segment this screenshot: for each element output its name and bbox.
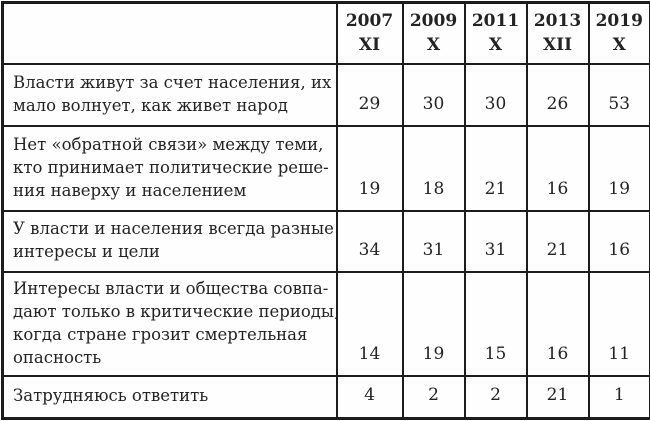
poll-results-table (1, 1, 650, 420)
value-cell: 53 (589, 64, 650, 126)
value-cell: 34 (337, 211, 403, 272)
row-label-line: Власти живут за счет населения, их (13, 71, 332, 94)
table-row (3, 376, 650, 419)
value-cell: 15 (465, 272, 527, 376)
header-year: 2009 (404, 9, 464, 33)
header-cell-2011 (465, 3, 527, 64)
value-cell: 11 (589, 272, 650, 376)
value-cell: 19 (403, 272, 465, 376)
row-label (3, 211, 337, 272)
header-month: XI (338, 33, 402, 57)
value-cell: 21 (465, 126, 527, 211)
value-cell: 31 (465, 211, 527, 272)
value-cell: 16 (527, 126, 589, 211)
value-cell: 4 (337, 376, 403, 419)
value-cell: 21 (527, 376, 589, 419)
header-year: 2019 (590, 9, 650, 33)
header-cell-2007 (337, 3, 403, 64)
value-cell: 21 (527, 211, 589, 272)
header-year: 2013 (528, 9, 588, 33)
header-year: 2007 (338, 9, 402, 33)
row-label-line: ния наверху и населением (13, 179, 332, 202)
value-cell: 18 (403, 126, 465, 211)
table-row (3, 272, 650, 376)
value-cell: 19 (337, 126, 403, 211)
value-cell: 16 (527, 272, 589, 376)
header-empty-cell (3, 3, 337, 64)
header-row (3, 3, 650, 64)
row-label-line: дают только в критические периоды, (13, 300, 332, 323)
row-label-line: мало волнует, как живет народ (13, 94, 332, 117)
value-cell: 19 (589, 126, 650, 211)
row-label-line: интересы и цели (13, 240, 332, 263)
header-cell-2019 (589, 3, 650, 64)
value-cell: 30 (465, 64, 527, 126)
value-cell: 30 (403, 64, 465, 126)
value-cell: 16 (589, 211, 650, 272)
table-row (3, 211, 650, 272)
row-label (3, 64, 337, 126)
row-label-line: когда стране грозит смертельная (13, 323, 332, 346)
row-label-line: кто принимает политические реше- (13, 156, 332, 179)
header-year: 2011 (466, 9, 526, 33)
header-month: X (404, 33, 464, 57)
row-label (3, 272, 337, 376)
header-month: X (466, 33, 526, 57)
row-label (3, 126, 337, 211)
row-label-line: Интересы власти и общества совпа- (13, 277, 332, 300)
value-cell: 26 (527, 64, 589, 126)
value-cell: 14 (337, 272, 403, 376)
value-cell: 29 (337, 64, 403, 126)
row-label-line: опасность (13, 346, 332, 369)
header-month: XII (528, 33, 588, 57)
value-cell: 2 (403, 376, 465, 419)
row-label-line: У власти и населения всегда разные (13, 217, 332, 240)
header-cell-2013 (527, 3, 589, 64)
row-label (3, 376, 337, 419)
row-label-line: Затрудняюсь ответить (13, 384, 332, 407)
header-month: X (590, 33, 650, 57)
table-row (3, 126, 650, 211)
value-cell: 2 (465, 376, 527, 419)
value-cell: 31 (403, 211, 465, 272)
value-cell: 1 (589, 376, 650, 419)
header-cell-2009 (403, 3, 465, 64)
table-row (3, 64, 650, 126)
row-label-line: Нет «обратной связи» между теми, (13, 133, 332, 156)
